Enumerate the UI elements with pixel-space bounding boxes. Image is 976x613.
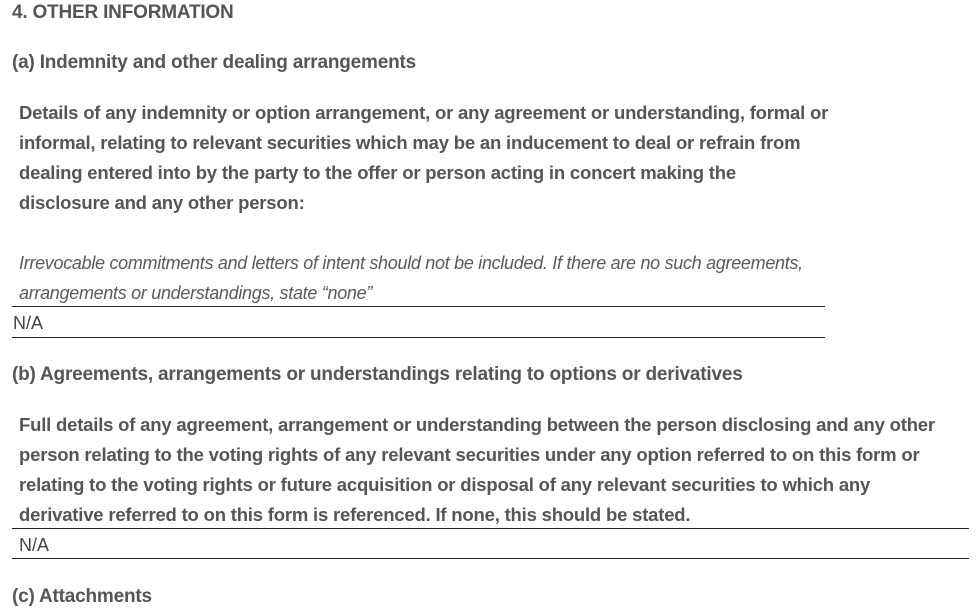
options-field-bottom-border	[12, 558, 969, 559]
indemnity-value: N/A	[13, 313, 44, 333]
section-title: 4. OTHER INFORMATION	[12, 2, 234, 23]
options-field-top-border	[12, 528, 969, 529]
attachments-heading: (c) Attachments	[12, 586, 152, 607]
options-derivatives-description: Full details of any agreement, arrangement or understanding between the person disclosing and any other person relating to the voting rights of any relevant securities under any option referred to on this form or relating to the voting rights or future acquisition or disposal of any relevant securities to which any derivative referred to on this form is referenced. If none, this should be stated.	[19, 414, 935, 525]
indemnity-description: Details of any indemnity or option arrangement, or any agreement or understanding, formal or informal, relating to relevant securities which may be an inducement to deal or refrain from dealing entered into by the party to the offer or person acting in concert making the disclosure and any other person:	[19, 102, 829, 213]
indemnity-heading: (a) Indemnity and other dealing arrangements	[12, 52, 416, 73]
options-derivatives-heading: (b) Agreements, arrangements or understandings relating to options or derivatives	[12, 364, 743, 385]
indemnity-field-top-border	[12, 306, 825, 307]
indemnity-field-bottom-border	[12, 337, 825, 338]
options-derivatives-value: N/A	[19, 535, 50, 555]
indemnity-note: Irrevocable commitments and letters of intent should not be included. If there are no such agreements, arrangements or understandings, state “none”	[19, 253, 803, 303]
